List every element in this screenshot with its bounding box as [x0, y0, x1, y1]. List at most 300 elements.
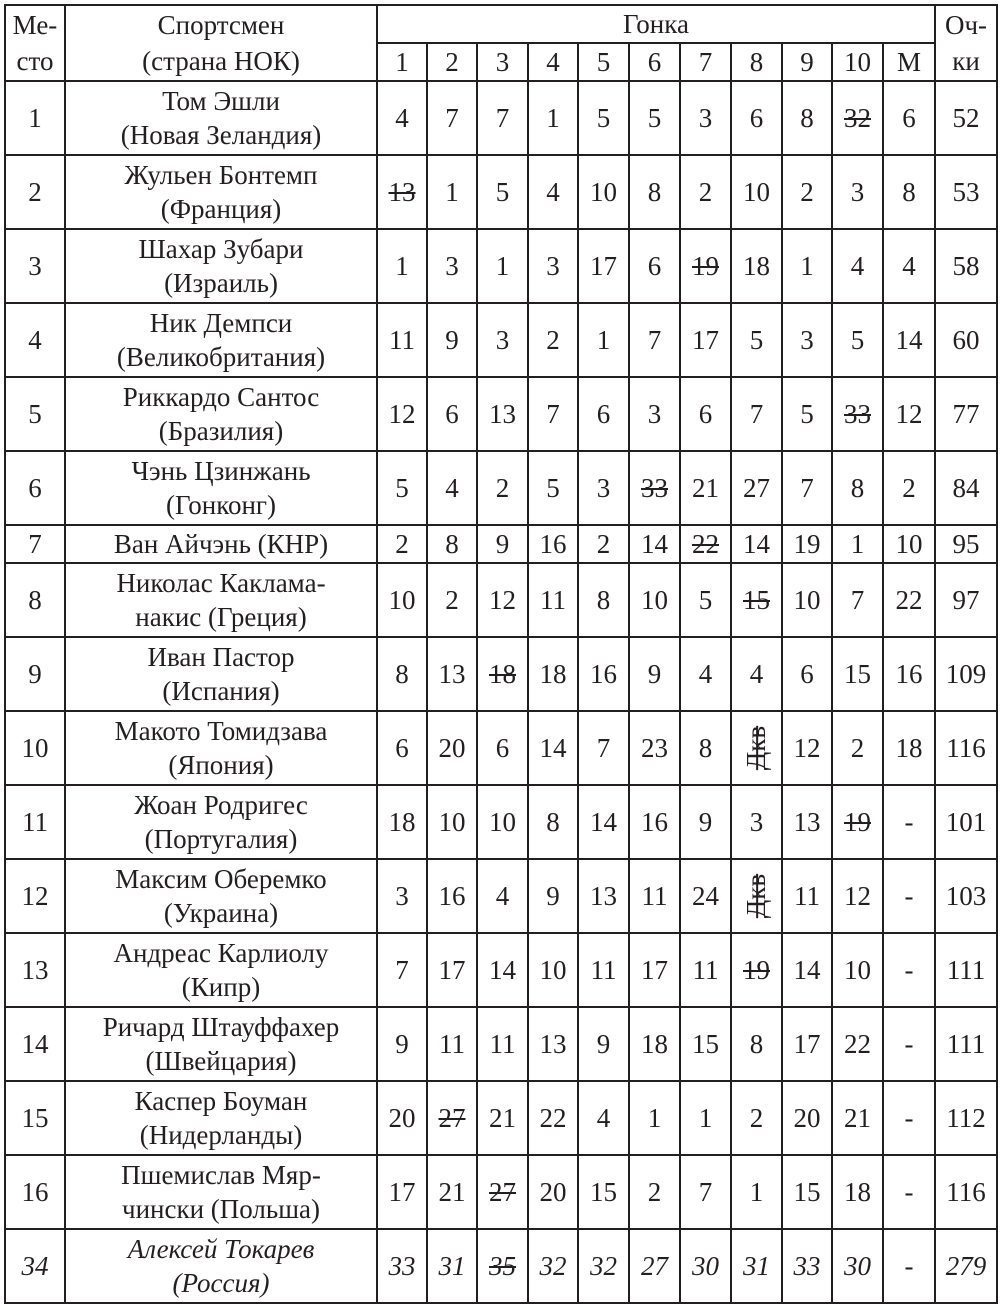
score-value: 18 — [895, 733, 923, 763]
score-cell — [477, 377, 528, 451]
score-cell — [528, 637, 578, 711]
score-cell — [578, 81, 629, 155]
score-cell — [832, 155, 883, 229]
score-value: 19 — [692, 251, 719, 281]
score-cell — [578, 1007, 629, 1081]
header-race-9: 9 — [782, 43, 832, 81]
score-cell — [883, 377, 935, 451]
score-cell — [629, 1081, 680, 1155]
score-value: 5 — [596, 103, 611, 133]
score-cell — [578, 711, 629, 785]
table-row — [5, 933, 997, 1007]
score-cell — [731, 1007, 782, 1081]
score-value: 5 — [800, 399, 814, 429]
header-race: Гонка — [377, 5, 935, 43]
score-value: 6 — [495, 733, 510, 763]
score-value: 7 — [395, 955, 409, 985]
header-race-8: 8 — [731, 43, 782, 81]
score-cell — [377, 1007, 427, 1081]
score-cell — [731, 637, 782, 711]
score-cell — [477, 1155, 528, 1229]
score-value: 7 — [800, 473, 814, 503]
score-cell — [427, 155, 477, 229]
score-cell — [427, 1155, 477, 1229]
score-value: 4 — [395, 103, 409, 133]
score-value: 18 — [489, 659, 516, 689]
score-value: 8 — [395, 659, 409, 689]
score-value: 15 — [590, 1177, 617, 1207]
score-cell — [528, 229, 578, 303]
score-value: 11 — [540, 585, 566, 615]
score-value: 7 — [495, 103, 510, 133]
score-value: 18 — [539, 659, 567, 689]
score-value: - — [904, 1177, 914, 1207]
score-value: 17 — [793, 1029, 821, 1059]
place-cell: 34 — [5, 1229, 65, 1303]
score-value: 27 — [743, 473, 770, 503]
score-cell — [377, 1229, 427, 1303]
score-cell — [680, 525, 731, 563]
score-cell — [832, 711, 883, 785]
score-value: 3 — [647, 399, 662, 429]
score-value: 3 — [546, 251, 560, 281]
score-value: 5 — [495, 177, 510, 207]
score-cell — [477, 933, 528, 1007]
score-value: 6 — [647, 251, 662, 281]
header-race-m: M — [883, 43, 935, 81]
score-cell — [832, 1229, 883, 1303]
score-cell — [427, 563, 477, 637]
score-value: 35 — [489, 1251, 516, 1281]
score-cell — [680, 711, 731, 785]
score-value: 2 — [800, 177, 814, 207]
header-race-7: 7 — [680, 43, 731, 81]
score-value: 14 — [590, 807, 617, 837]
score-cell — [883, 155, 935, 229]
score-value: 8 — [546, 807, 560, 837]
score-value: 1 — [495, 251, 510, 281]
score-cell — [477, 637, 528, 711]
score-cell — [883, 451, 935, 525]
score-cell — [731, 1081, 782, 1155]
score-value: 9 — [495, 529, 510, 559]
table-row — [5, 1007, 997, 1081]
score-cell — [680, 155, 731, 229]
points-cell: 111 — [935, 933, 997, 1007]
score-value: 19 — [743, 955, 770, 985]
results-table — [4, 4, 998, 1304]
score-cell — [883, 785, 935, 859]
score-value: 30 — [844, 1251, 871, 1281]
place-cell: 16 — [5, 1155, 65, 1229]
score-cell — [578, 637, 629, 711]
score-cell — [832, 1007, 883, 1081]
points-cell: 109 — [935, 637, 997, 711]
score-cell — [528, 303, 578, 377]
header-race-2: 2 — [427, 43, 477, 81]
score-value: 10 — [590, 177, 617, 207]
score-value: 8 — [445, 529, 459, 559]
score-cell — [832, 637, 883, 711]
athlete-cell: Каспер Боуман (Нидерланды) — [65, 1081, 377, 1155]
score-value: 8 — [749, 1029, 764, 1059]
score-cell — [883, 563, 935, 637]
score-value: 22 — [692, 529, 719, 559]
score-value: 7 — [647, 325, 662, 355]
score-cell — [528, 785, 578, 859]
score-cell — [578, 933, 629, 1007]
score-cell — [377, 1155, 427, 1229]
header-race-5: 5 — [578, 43, 629, 81]
score-value: 1 — [698, 1103, 713, 1133]
score-value: 7 — [850, 585, 865, 615]
points-cell: 77 — [935, 377, 997, 451]
score-value: 7 — [445, 103, 459, 133]
score-cell — [427, 525, 477, 563]
points-cell: 279 — [935, 1229, 997, 1303]
score-cell — [629, 81, 680, 155]
score-cell — [629, 1007, 680, 1081]
score-value: 10 — [844, 955, 871, 985]
score-cell — [680, 933, 731, 1007]
score-value: 15 — [844, 659, 871, 689]
score-value: 6 — [395, 733, 409, 763]
place-cell: 10 — [5, 711, 65, 785]
score-cell — [883, 81, 935, 155]
score-cell — [680, 1081, 731, 1155]
score-cell — [832, 377, 883, 451]
score-cell — [883, 1155, 935, 1229]
athlete-cell: Ник Демпси (Великобритания) — [65, 303, 377, 377]
score-cell — [578, 525, 629, 563]
score-value: 4 — [546, 177, 560, 207]
score-value: 10 — [641, 585, 668, 615]
place-cell: 7 — [5, 525, 65, 563]
score-cell — [377, 303, 427, 377]
place-cell: 11 — [5, 785, 65, 859]
score-value: 2 — [546, 325, 560, 355]
score-value: 30 — [692, 1251, 719, 1281]
score-cell — [782, 637, 832, 711]
athlete-cell: Риккардо Сантос (Бразилия) — [65, 377, 377, 451]
score-value: 3 — [495, 325, 510, 355]
score-cell — [477, 1007, 528, 1081]
athlete-cell: Иван Пастор (Испания) — [65, 637, 377, 711]
score-value: 14 — [489, 955, 516, 985]
score-cell — [477, 303, 528, 377]
points-cell: 97 — [935, 563, 997, 637]
score-cell — [629, 933, 680, 1007]
score-cell — [377, 81, 427, 155]
score-value: 9 — [647, 659, 662, 689]
score-cell — [528, 1229, 578, 1303]
score-cell — [731, 563, 782, 637]
dsq-mark: Дкв — [741, 873, 772, 919]
header-place: Ме- сто — [5, 5, 65, 81]
table-row — [5, 525, 997, 563]
score-value: 3 — [800, 325, 814, 355]
score-cell — [883, 525, 935, 563]
score-cell — [731, 859, 782, 933]
score-cell — [883, 303, 935, 377]
score-value: 11 — [489, 1029, 516, 1059]
score-cell — [377, 377, 427, 451]
score-value: 16 — [641, 807, 668, 837]
points-cell: 111 — [935, 1007, 997, 1081]
score-value: 10 — [895, 529, 923, 559]
score-value: 3 — [445, 251, 459, 281]
score-value: 17 — [641, 955, 668, 985]
score-cell — [528, 563, 578, 637]
score-cell — [377, 229, 427, 303]
score-cell — [629, 859, 680, 933]
score-value: 9 — [395, 1029, 409, 1059]
place-cell: 4 — [5, 303, 65, 377]
score-value: 3 — [395, 881, 409, 911]
score-cell — [883, 1229, 935, 1303]
score-cell — [377, 155, 427, 229]
score-value: 2 — [445, 585, 459, 615]
score-value: 1 — [395, 251, 409, 281]
table-row — [5, 637, 997, 711]
score-cell — [731, 525, 782, 563]
score-value: 12 — [489, 585, 516, 615]
score-value: 27 — [641, 1251, 668, 1281]
score-value: 13 — [793, 807, 821, 837]
score-cell — [832, 229, 883, 303]
score-value: 17 — [692, 325, 719, 355]
score-value: 21 — [844, 1103, 871, 1133]
points-cell: 95 — [935, 525, 997, 563]
score-value: 4 — [902, 251, 916, 281]
score-value: 7 — [546, 399, 560, 429]
score-value: 11 — [439, 1029, 465, 1059]
table-row — [5, 859, 997, 933]
score-cell — [832, 1155, 883, 1229]
score-cell — [578, 563, 629, 637]
score-cell — [731, 451, 782, 525]
score-value: 10 — [438, 807, 466, 837]
points-cell: 101 — [935, 785, 997, 859]
score-value: 16 — [438, 881, 466, 911]
score-value: 14 — [895, 325, 923, 355]
score-value: 32 — [844, 103, 871, 133]
score-cell — [477, 155, 528, 229]
score-cell — [528, 711, 578, 785]
score-cell — [629, 563, 680, 637]
score-value: 8 — [698, 733, 713, 763]
score-cell — [629, 1155, 680, 1229]
score-cell — [477, 451, 528, 525]
score-value: 21 — [692, 473, 719, 503]
score-value: 33 — [793, 1251, 821, 1281]
score-value: 12 — [844, 881, 871, 911]
score-cell — [731, 1229, 782, 1303]
score-value: 1 — [445, 177, 459, 207]
score-value: 11 — [590, 955, 617, 985]
table-row — [5, 563, 997, 637]
score-value: 3 — [749, 807, 764, 837]
score-cell — [629, 155, 680, 229]
header-race-1: 1 — [377, 43, 427, 81]
score-cell — [427, 81, 477, 155]
score-value: 18 — [844, 1177, 871, 1207]
score-value: 11 — [794, 881, 820, 911]
score-cell — [832, 859, 883, 933]
score-cell — [377, 637, 427, 711]
score-cell — [782, 451, 832, 525]
table-row — [5, 451, 997, 525]
table-row — [5, 155, 997, 229]
score-value: 18 — [743, 251, 770, 281]
score-cell — [377, 711, 427, 785]
score-cell — [377, 451, 427, 525]
score-value: 20 — [793, 1103, 821, 1133]
place-cell: 8 — [5, 563, 65, 637]
score-value: 5 — [698, 585, 713, 615]
score-value: 19 — [844, 807, 871, 837]
points-cell: 58 — [935, 229, 997, 303]
header-race-4: 4 — [528, 43, 578, 81]
place-cell: 6 — [5, 451, 65, 525]
points-cell: 112 — [935, 1081, 997, 1155]
score-cell — [477, 81, 528, 155]
score-cell — [680, 1155, 731, 1229]
score-value: 12 — [388, 399, 416, 429]
score-cell — [731, 155, 782, 229]
score-value: 2 — [647, 1177, 662, 1207]
score-cell — [731, 785, 782, 859]
score-cell — [680, 229, 731, 303]
table-row — [5, 303, 997, 377]
points-cell: 116 — [935, 1155, 997, 1229]
place-cell: 9 — [5, 637, 65, 711]
score-value: 7 — [596, 733, 611, 763]
score-value: 21 — [489, 1103, 516, 1133]
score-value: 32 — [590, 1251, 617, 1281]
score-cell — [883, 229, 935, 303]
score-cell — [832, 525, 883, 563]
score-cell — [377, 525, 427, 563]
score-value: 5 — [647, 103, 662, 133]
score-cell — [731, 377, 782, 451]
score-cell — [680, 451, 731, 525]
athlete-cell: Жоан Родригес (Португалия) — [65, 785, 377, 859]
score-value: 2 — [850, 733, 865, 763]
place-cell: 15 — [5, 1081, 65, 1155]
score-value: 10 — [388, 585, 416, 615]
score-value: 13 — [438, 659, 466, 689]
score-cell — [477, 563, 528, 637]
score-value: 15 — [793, 1177, 821, 1207]
score-value: 11 — [692, 955, 719, 985]
score-cell — [832, 303, 883, 377]
score-cell — [629, 377, 680, 451]
score-cell — [883, 933, 935, 1007]
header-race-3: 3 — [477, 43, 528, 81]
score-cell — [629, 1229, 680, 1303]
score-value: - — [904, 807, 914, 837]
score-cell — [477, 1229, 528, 1303]
score-value: 9 — [546, 881, 560, 911]
score-value: 15 — [743, 585, 770, 615]
score-value: 17 — [438, 955, 466, 985]
score-value: 4 — [445, 473, 459, 503]
score-cell — [782, 303, 832, 377]
score-value: 6 — [698, 399, 713, 429]
score-cell — [883, 1081, 935, 1155]
score-value: 17 — [388, 1177, 416, 1207]
athlete-cell: Том Эшли (Новая Зеландия) — [65, 81, 377, 155]
score-value: 31 — [743, 1251, 770, 1281]
score-value: 10 — [793, 585, 821, 615]
score-cell — [427, 1007, 477, 1081]
score-value: 14 — [793, 955, 821, 985]
score-value: 9 — [698, 807, 713, 837]
score-value: - — [904, 955, 914, 985]
points-cell: 103 — [935, 859, 997, 933]
score-value: 1 — [749, 1177, 764, 1207]
score-cell — [782, 1081, 832, 1155]
header-race-6: 6 — [629, 43, 680, 81]
score-cell — [528, 377, 578, 451]
score-cell — [629, 785, 680, 859]
score-value: - — [904, 1251, 914, 1281]
place-cell: 13 — [5, 933, 65, 1007]
score-cell — [680, 785, 731, 859]
table-row — [5, 377, 997, 451]
score-cell — [377, 1081, 427, 1155]
score-cell — [832, 785, 883, 859]
score-value: 8 — [800, 103, 814, 133]
score-cell — [782, 525, 832, 563]
score-cell — [731, 711, 782, 785]
score-cell — [427, 1229, 477, 1303]
score-value: - — [904, 1029, 914, 1059]
score-cell — [377, 933, 427, 1007]
score-value: 13 — [539, 1029, 567, 1059]
score-cell — [427, 711, 477, 785]
score-value: 2 — [596, 529, 611, 559]
score-value: 10 — [743, 177, 770, 207]
score-value: 10 — [489, 807, 516, 837]
score-cell — [578, 785, 629, 859]
score-value: 11 — [389, 325, 415, 355]
score-value: 22 — [895, 585, 923, 615]
score-value: 23 — [641, 733, 668, 763]
score-cell — [629, 303, 680, 377]
place-cell: 12 — [5, 859, 65, 933]
athlete-cell: Андреас Карлиолу (Кипр) — [65, 933, 377, 1007]
score-value: 20 — [539, 1177, 567, 1207]
score-value: 8 — [596, 585, 611, 615]
table-row — [5, 711, 997, 785]
header-race-10: 10 — [832, 43, 883, 81]
athlete-cell: Максим Оберемко (Украина) — [65, 859, 377, 933]
score-cell — [731, 81, 782, 155]
score-cell — [578, 155, 629, 229]
score-cell — [731, 933, 782, 1007]
score-value: - — [904, 881, 914, 911]
score-value: 22 — [844, 1029, 871, 1059]
score-cell — [782, 1007, 832, 1081]
score-cell — [528, 1081, 578, 1155]
score-value: 3 — [850, 177, 865, 207]
athlete-cell: Жульен Бонтемп (Франция) — [65, 155, 377, 229]
score-cell — [782, 377, 832, 451]
score-value: 27 — [489, 1177, 516, 1207]
place-cell: 1 — [5, 81, 65, 155]
